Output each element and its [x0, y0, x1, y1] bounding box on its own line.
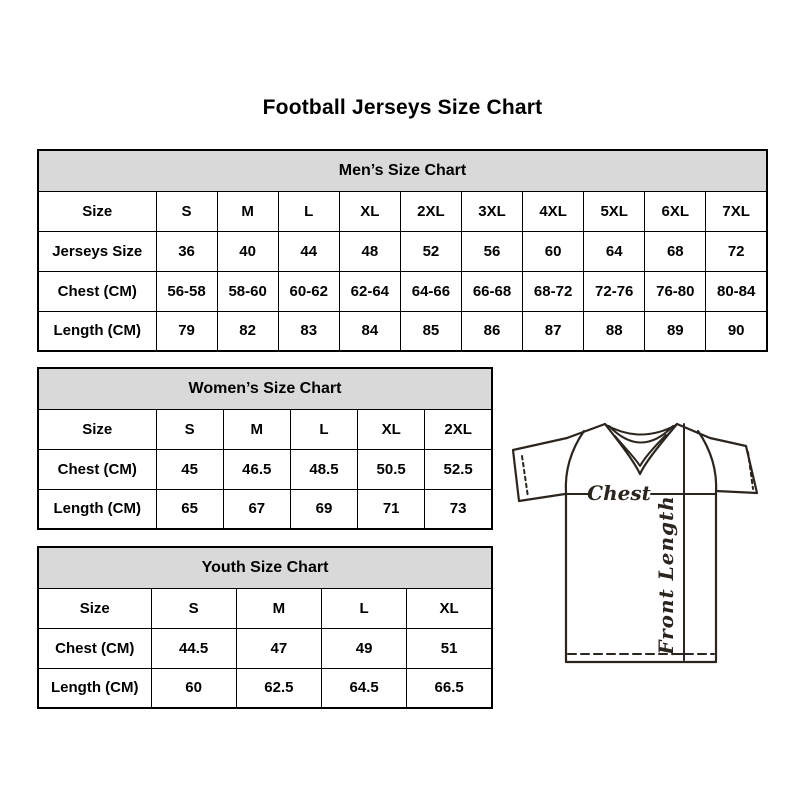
table-title: Youth Size Chart: [38, 547, 492, 588]
column-header: S: [156, 409, 223, 449]
page-title: Football Jerseys Size Chart: [262, 96, 543, 119]
chest-measure-label: Chest: [587, 481, 651, 505]
size-column-header: Size: [38, 191, 156, 231]
womens-size-table: [37, 367, 493, 530]
column-header: 5XL: [584, 191, 645, 231]
table-header-row: [38, 588, 492, 628]
table-cell: 87: [523, 311, 584, 351]
table-title: Women’s Size Chart: [38, 368, 492, 409]
column-header: M: [223, 409, 290, 449]
table-cell: 85: [400, 311, 461, 351]
mens-size-table: [37, 149, 768, 352]
table-cell: 80-84: [706, 271, 767, 311]
table-cell: 64: [584, 231, 645, 271]
table-cell: 56-58: [156, 271, 217, 311]
table-cell: 68-72: [523, 271, 584, 311]
table-cell: 45: [156, 449, 223, 489]
row-label: Chest (CM): [38, 449, 156, 489]
column-header: L: [290, 409, 357, 449]
table-title-row: [38, 150, 767, 191]
table-title-row: [38, 547, 492, 588]
table-cell: 44: [278, 231, 339, 271]
table-cell: 62-64: [339, 271, 400, 311]
front-length-measure-label: Front Length: [654, 495, 678, 655]
table-cell: 60-62: [278, 271, 339, 311]
jersey-outline-icon: [505, 398, 770, 673]
column-header: L: [278, 191, 339, 231]
table-cell: 76-80: [645, 271, 706, 311]
table-cell: 47: [236, 628, 321, 668]
column-header: L: [322, 588, 407, 628]
column-header: XL: [339, 191, 400, 231]
column-header: M: [236, 588, 321, 628]
table-cell: 49: [322, 628, 407, 668]
table-cell: 71: [358, 489, 425, 529]
table-cell: 48.5: [290, 449, 357, 489]
table-cell: 66.5: [407, 668, 492, 708]
row-label: Chest (CM): [38, 271, 156, 311]
column-header: S: [151, 588, 236, 628]
table-cell: 64.5: [322, 668, 407, 708]
table-cell: 65: [156, 489, 223, 529]
table-cell: 88: [584, 311, 645, 351]
row-label: Length (CM): [38, 311, 156, 351]
table-cell: 86: [461, 311, 522, 351]
table-cell: 58-60: [217, 271, 278, 311]
column-header: 7XL: [706, 191, 767, 231]
table-cell: 48: [339, 231, 400, 271]
column-header: 2XL: [425, 409, 492, 449]
table-cell: 89: [645, 311, 706, 351]
table-cell: 56: [461, 231, 522, 271]
table-cell: 46.5: [223, 449, 290, 489]
table-cell: 68: [645, 231, 706, 271]
table-row: [38, 628, 492, 668]
table-cell: 83: [278, 311, 339, 351]
table-cell: 67: [223, 489, 290, 529]
table-row: [38, 271, 767, 311]
table-cell: 51: [407, 628, 492, 668]
table-row: [38, 311, 767, 351]
column-header: 6XL: [645, 191, 706, 231]
table-title-row: [38, 368, 492, 409]
table-cell: 82: [217, 311, 278, 351]
table-cell: 72: [706, 231, 767, 271]
column-header: XL: [407, 588, 492, 628]
row-label: Length (CM): [38, 489, 156, 529]
table-row: [38, 489, 492, 529]
table-cell: 50.5: [358, 449, 425, 489]
table-header-row: [38, 409, 492, 449]
column-header: M: [217, 191, 278, 231]
youth-size-table: [37, 546, 493, 709]
table-cell: 60: [151, 668, 236, 708]
row-label: Jerseys Size: [38, 231, 156, 271]
table-row: [38, 231, 767, 271]
table-row: [38, 668, 492, 708]
table-cell: 72-76: [584, 271, 645, 311]
column-header: 2XL: [400, 191, 461, 231]
row-label: Chest (CM): [38, 628, 151, 668]
table-header-row: [38, 191, 767, 231]
table-cell: 62.5: [236, 668, 321, 708]
table-cell: 44.5: [151, 628, 236, 668]
size-column-header: Size: [38, 409, 156, 449]
table-cell: 69: [290, 489, 357, 529]
table-cell: 66-68: [461, 271, 522, 311]
table-cell: 73: [425, 489, 492, 529]
table-cell: 90: [706, 311, 767, 351]
row-label: Length (CM): [38, 668, 151, 708]
table-title: Men’s Size Chart: [38, 150, 767, 191]
table-cell: 52: [400, 231, 461, 271]
table-row: [38, 449, 492, 489]
table-cell: 36: [156, 231, 217, 271]
column-header: 3XL: [461, 191, 522, 231]
table-cell: 64-66: [400, 271, 461, 311]
table-cell: 84: [339, 311, 400, 351]
jersey-measurement-diagram: [505, 398, 770, 673]
table-cell: 52.5: [425, 449, 492, 489]
column-header: S: [156, 191, 217, 231]
table-cell: 60: [523, 231, 584, 271]
column-header: 4XL: [523, 191, 584, 231]
table-cell: 79: [156, 311, 217, 351]
size-column-header: Size: [38, 588, 151, 628]
table-cell: 40: [217, 231, 278, 271]
column-header: XL: [358, 409, 425, 449]
